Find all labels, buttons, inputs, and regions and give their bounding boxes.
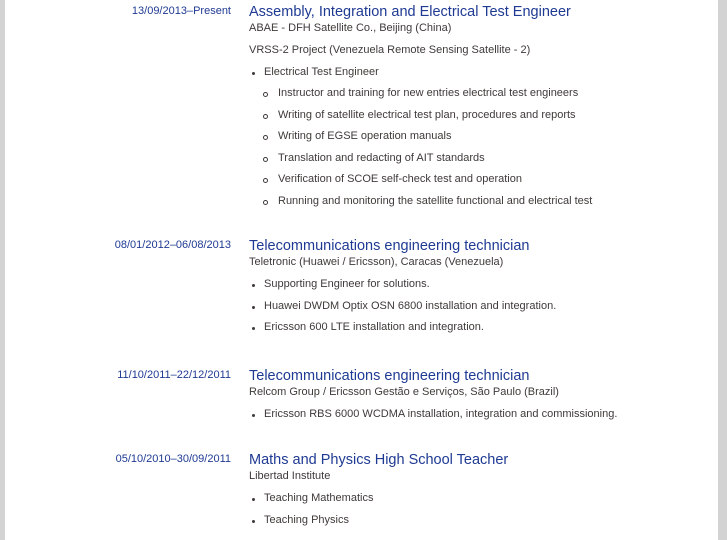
entry-content xyxy=(249,3,709,212)
sub-list-item: Instructor and training for new entries electrical test engineers xyxy=(249,83,709,105)
entry-date: 11/10/2011–22/12/2011 xyxy=(117,369,231,381)
entry-date: 13/09/2013–Present xyxy=(131,5,231,17)
job-title: Maths and Physics High School Teacher xyxy=(249,452,509,468)
list-item: Electrical Test Engineer xyxy=(249,62,709,84)
right-margin-bar xyxy=(718,0,727,540)
employer: ABAE - DFH Satellite Co., Beijing (China) xyxy=(249,22,452,34)
sub-list-item: Writing of EGSE operation manuals xyxy=(249,126,709,148)
sub-list-item: Running and monitoring the satellite functional and electrical test xyxy=(249,191,709,213)
list-item: Ericsson 600 LTE installation and integration. xyxy=(249,317,709,339)
employer: Relcom Group / Ericsson Gestão e Serviços, São Paulo (Brazil) xyxy=(249,386,559,398)
list-item: Teaching Mathematics xyxy=(249,488,709,510)
entry-content xyxy=(249,451,709,531)
employer: Libertad Institute xyxy=(249,470,331,482)
project: VRSS-2 Project (Venezuela Remote Sensing Satellite - 2) xyxy=(249,44,531,56)
sub-list-item: Translation and redacting of AIT standards xyxy=(249,148,709,170)
list-item: Supporting Engineer for solutions. xyxy=(249,274,709,296)
job-title: Assembly, Integration and Electrical Test Engineer xyxy=(249,4,571,20)
sub-list-item: Writing of satellite electrical test plan, procedures and reports xyxy=(249,105,709,127)
sub-list-item: Verification of SCOE self-check test and operation xyxy=(249,169,709,191)
list-item: Ericsson RBS 6000 WCDMA installation, integration and commissioning. xyxy=(249,404,709,426)
entry-content xyxy=(249,237,709,339)
job-title: Telecommunications engineering technician xyxy=(249,238,530,254)
entry-date: 05/10/2010–30/09/2011 xyxy=(115,453,231,465)
job-title: Telecommunications engineering technician xyxy=(249,368,530,384)
list-item: Huawei DWDM Optix OSN 6800 installation and integration. xyxy=(249,296,709,318)
list-item: Teaching Physics xyxy=(249,510,709,532)
entry-date: 08/01/2012–06/08/2013 xyxy=(114,239,231,251)
entry-content xyxy=(249,367,709,426)
employer: Teletronic (Huawei / Ericsson), Caracas (Venezuela) xyxy=(249,256,504,268)
